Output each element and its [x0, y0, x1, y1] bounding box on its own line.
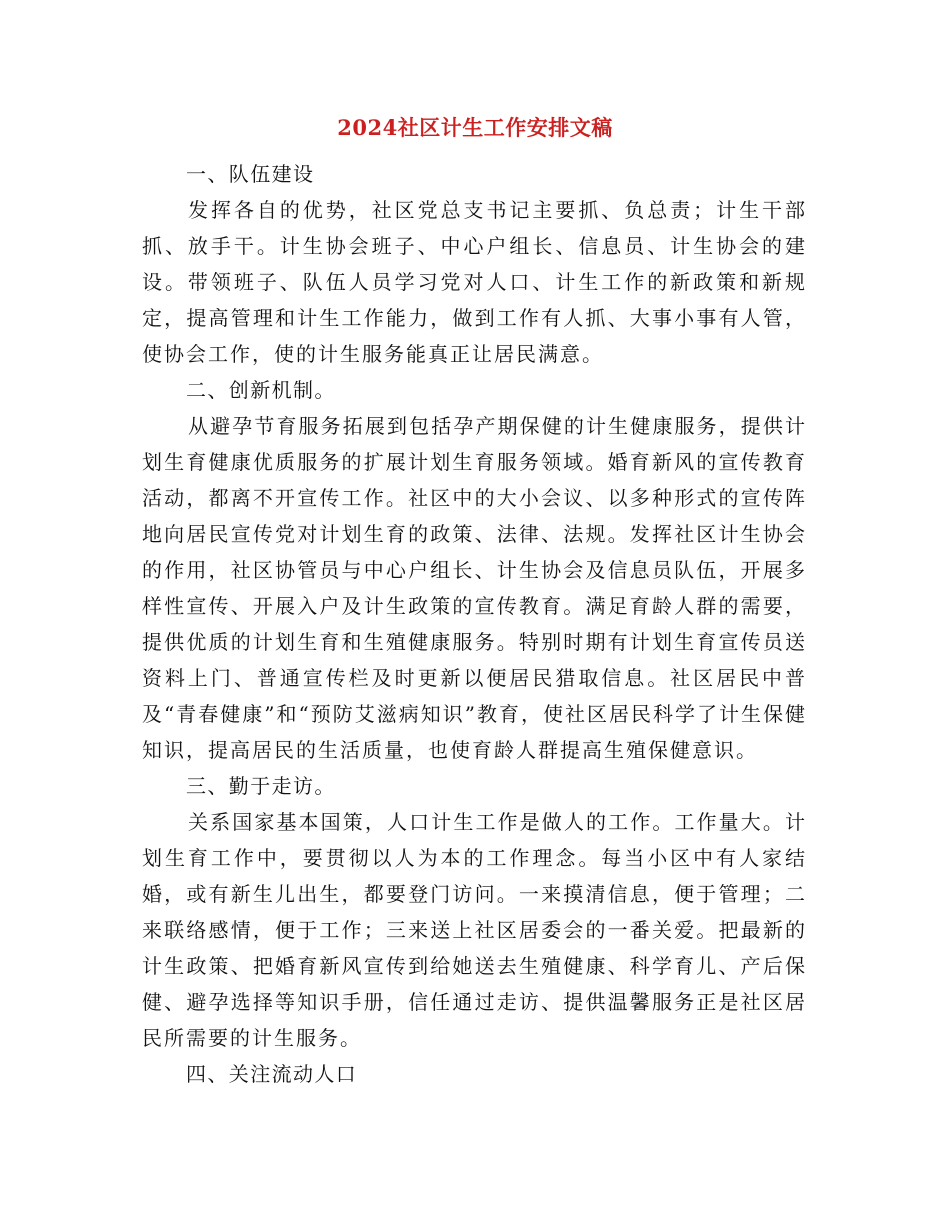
section-heading-1: 一、队伍建设: [186, 162, 315, 186]
section-heading-2: 二、创新机制。: [186, 378, 336, 402]
section-heading-3: 三、勤于走访。: [186, 774, 336, 798]
document-title: 2024社区计生工作安排文稿: [337, 115, 613, 140]
section-paragraph-2: 从避孕节育服务拓展到包括孕产期保健的计生健康服务，提供计划生育健康优质服务的扩展计划生育服务领域。婚育新风的宣传教育活动，都离不开宣传工作。社区中的大小会议、以多种形式的宣传阵地向居民宣传党对计划生育的政策、法律、法规。发挥社区计生协会的作用，社区协管员与中心户组长、计生协会及信息员队伍，开展多样性宣传、开展入户及计生政策的宣传教育。满足育龄人群的需要，提供优质的计划生育和生殖健康服务。特别时期有计划生育宣传员送资料上门、普通宣传栏及时更新以便居民猎取信息。社区居民中普及“青春健康”和“预防艾滋病知识”教育，使社区居民科学了计生保健知识，提高居民的生活质量，也使育龄人群提高生殖保健意识。: [142, 414, 807, 762]
section-heading-4: 四、关注流动人口: [186, 1062, 358, 1086]
section-paragraph-3: 关系国家基本国策，人口计生工作是做人的工作。工作量大。计划生育工作中，要贯彻以人为本的工作理念。每当小区中有人家结婚，或有新生儿出生，都要登门访问。一来摸清信息，便于管理；二来联络感情，便于工作；三来送上社区居委会的一番关爱。把最新的计生政策、把婚育新风宣传到给她送去生殖健康、科学育儿、产后保健、避孕选择等知识手册，信任通过走访、提供温馨服务正是社区居民所需要的计生服务。: [142, 810, 807, 1050]
document-body: [142, 156, 807, 1092]
section-paragraph-1: 发挥各自的优势，社区党总支书记主要抓、负总责；计生干部抓、放手干。计生协会班子、中心户组长、信息员、计生协会的建设。带领班子、队伍人员学习党对人口、计生工作的新政策和新规定，提高管理和计生工作能力，做到工作有人抓、大事小事有人管，使协会工作，使的计生服务能真正让居民满意。: [142, 198, 807, 366]
